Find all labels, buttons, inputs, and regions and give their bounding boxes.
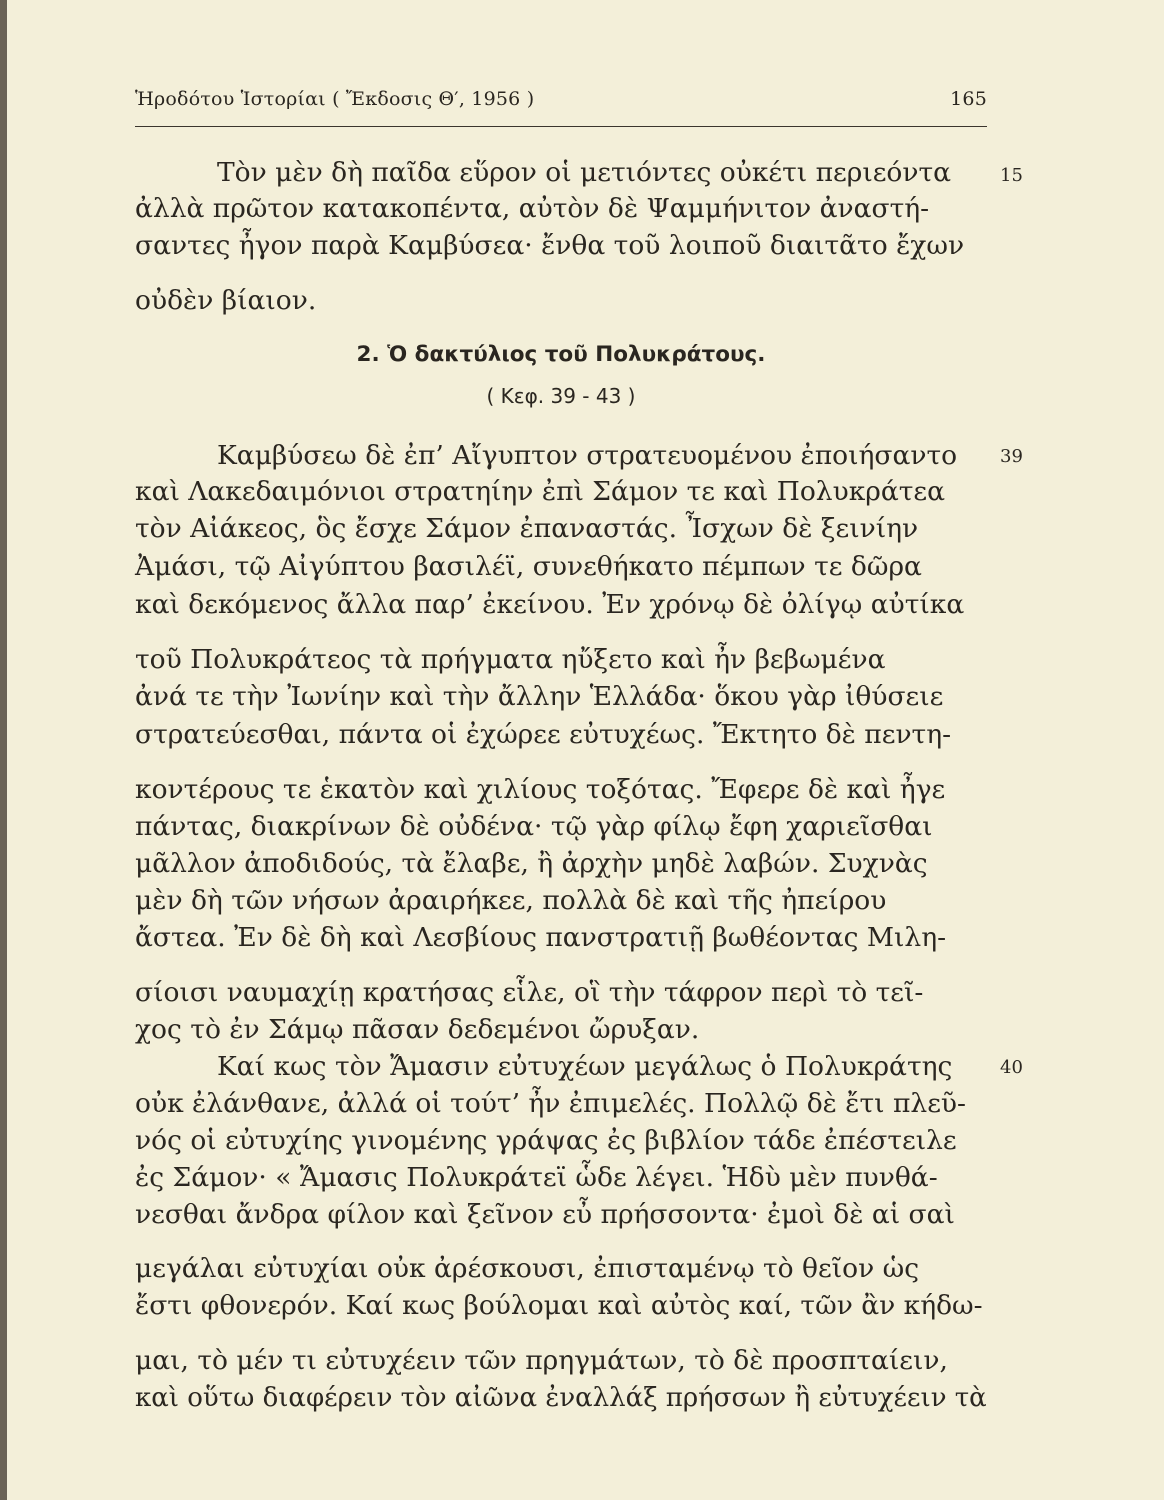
text-line: μεγάλαι εὐτυχίαι οὐκ ἀρέσκουσι, ἐπισταμένῳ τὸ θεῖον ὡς	[135, 1253, 920, 1284]
text-line: ἄστεα. Ἐν δὲ δὴ καὶ Λεσβίους πανστρατιῇ βωθέοντας Μιλη-	[135, 922, 947, 953]
text-line: στρατεύεσθαι, πάντα οἱ ἐχώρεε εὐτυχέως. Ἔκτητο δὲ πεντη-	[135, 719, 952, 750]
text-line: σίοισι ναυμαχίῃ κρατήσας εἷλε, οἳ τὴν τάφρον περὶ τὸ τεῖ-	[135, 977, 924, 1008]
text-line: πάντας, διακρίνων δὲ οὐδένα· τῷ γὰρ φίλῳ ἔφη χαριεῖσθαι	[135, 811, 933, 842]
section-heading: 2. Ὁ δακτύλιος τοῦ Πολυκράτους.	[356, 342, 766, 367]
header-rule	[135, 126, 987, 127]
running-title: Ἡροδότου Ἱστορίαι ( Ἔκδοσις Θ′, 1956 )	[135, 88, 535, 110]
text-line: Καί κως τὸν Ἄμασιν εὐτυχέων μεγάλως ὁ Πολυκράτης	[217, 1051, 953, 1082]
page-edge-border	[0, 0, 7, 1500]
margin-line-number: 40	[1000, 1057, 1023, 1078]
text-line: σαντες ἦγον παρὰ Καμβύσεα· ἔνθα τοῦ λοιποῦ διαιτᾶτο ἔχων	[135, 230, 965, 261]
text-line: ἀλλὰ πρῶτον κατακοπέντα, αὐτὸν δὲ Ψαμμήνιτον ἀναστή-	[135, 193, 930, 224]
text-line: νεσθαι ἄνδρα φίλον καὶ ξεῖνον εὖ πρήσσοντα· ἐμοὶ δὲ αἱ σαὶ	[135, 1199, 955, 1230]
section-chapters: ( Κεφ. 39 - 43 )	[486, 384, 636, 408]
text-line: μᾶλλον ἀποδιδούς, τὰ ἔλαβε, ἢ ἀρχὴν μηδὲ λαβών. Συχνὰς	[135, 848, 928, 879]
text-line: μαι, τὸ μέν τι εὐτυχέειν τῶν πρηγμάτων, τὸ δὲ προσπταίειν,	[135, 1345, 948, 1376]
text-line: νός οἱ εὐτυχίης γινομένης γράψας ἐς βιβλίον τάδε ἐπέστειλε	[135, 1125, 957, 1156]
text-line: ἐς Σάμον· « Ἄμασις Πολυκράτεϊ ὧδε λέγει. Ἡδὺ μὲν πυνθά-	[135, 1162, 938, 1193]
margin-line-number: 39	[1000, 446, 1023, 467]
text-line: οὐδὲν βίαιον.	[135, 285, 317, 316]
page-number: 165	[950, 88, 987, 110]
text-line: κοντέρους τε ἑκατὸν καὶ χιλίους τοξότας. Ἔφερε δὲ καὶ ἦγε	[135, 774, 946, 805]
text-line: Τὸν μὲν δὴ παῖδα εὕρον οἱ μετιόντες οὐκέτι περιεόντα	[217, 157, 952, 188]
text-line: τοῦ Πολυκράτεος τὰ πρήγματα ηὔξετο καὶ ἦν βεβωμένα	[135, 644, 886, 675]
text-line: ἔστι φθονερόν. Καί κως βούλομαι καὶ αὐτὸς καί, τῶν ἂν κήδω-	[135, 1290, 983, 1321]
text-line: καὶ Λακεδαιμόνιοι στρατηίην ἐπὶ Σάμον τε καὶ Πολυκράτεα	[135, 476, 946, 507]
text-line: Καμβύσεω δὲ ἐπ’ Αἴγυπτον στρατευομένου ἐποιήσαντο	[217, 440, 958, 471]
text-line: Ἀμάσι, τῷ Αἰγύπτου βασιλέϊ, συνεθήκατο πέμπων τε δῶρα	[135, 551, 922, 582]
text-line: οὐκ ἐλάνθανε, ἀλλά οἱ τούτ’ ἦν ἐπιμελές. Πολλῷ δὲ ἔτι πλεῦ-	[135, 1088, 966, 1119]
text-line: χος τὸ ἐν Σάμῳ πᾶσαν δεδεμένοι ὤρυξαν.	[135, 1014, 700, 1045]
text-line: τὸν Αἰάκεος, ὃς ἔσχε Σάμον ἐπαναστάς. Ἶσχων δὲ ξεινίην	[135, 513, 919, 544]
text-line: ἀνά τε τὴν Ἰωνίην καὶ τὴν ἄλλην Ἑλλάδα· ὅκου γὰρ ἰθύσειε	[135, 681, 944, 712]
text-line: καὶ οὕτω διαφέρειν τὸν αἰῶνα ἐναλλάξ πρήσσων ἢ εὐτυχέειν τὰ	[135, 1383, 987, 1413]
margin-line-number: 15	[1000, 165, 1023, 186]
text-line: καὶ δεκόμενος ἄλλα παρ’ ἐκείνου. Ἐν χρόνῳ δὲ ὀλίγῳ αὐτίκα	[135, 589, 965, 620]
text-line: μὲν δὴ τῶν νήσων ἀραιρήκεε, πολλὰ δὲ καὶ τῆς ἠπείρου	[135, 885, 887, 916]
